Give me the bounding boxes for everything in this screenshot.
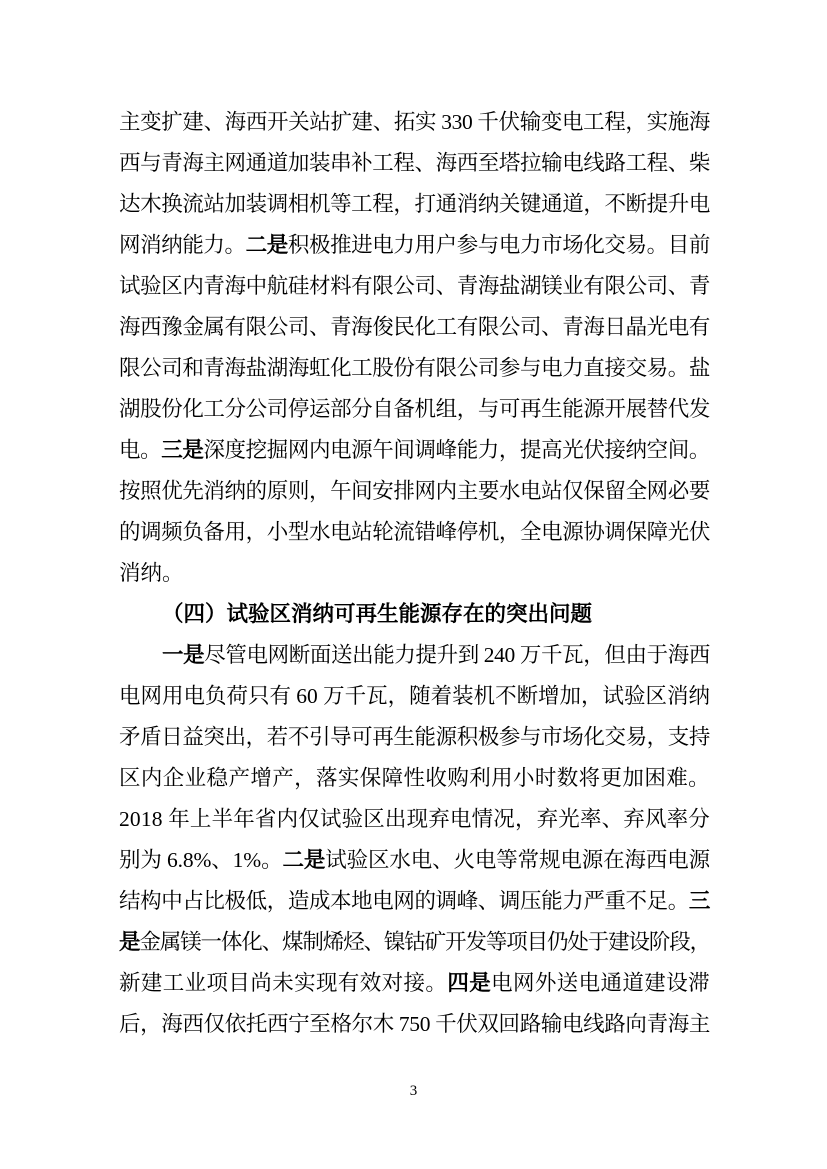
line-content	[119, 356, 710, 380]
text-line	[119, 389, 710, 430]
line-content	[162, 602, 592, 626]
line-content	[119, 684, 710, 708]
line-content	[162, 643, 710, 667]
line-content	[119, 930, 710, 954]
bold-text: 一是	[162, 643, 205, 667]
body-text: 深度挖掘网内电源午间调峰能力，提高光伏接纳空间。	[203, 438, 710, 462]
text-line	[119, 512, 710, 553]
body-text: 主变扩建、海西开关站扩建、拓实 330 千伏输变电工程，实施海	[119, 110, 710, 134]
line-content	[119, 192, 710, 216]
body-text: 金属镁一体化、煤制烯烃、镍钴矿开发等项目仍处于建设阶段，	[139, 930, 710, 954]
text-line	[119, 635, 710, 676]
text-line	[119, 1004, 710, 1045]
body-text: 湖股份化工分公司停运部分自备机组，与可再生能源开展替代发	[119, 397, 710, 421]
body-text: 试验区内青海中航硅材料有限公司、青海盐湖镁业有限公司、青	[119, 274, 710, 298]
line-content	[119, 1012, 710, 1036]
bold-text: （四）试验区消纳可再生能源存在的突出问题	[162, 602, 593, 626]
body-text: 电网用电负荷只有 60 万千瓦，随着装机不断增加，试验区消纳	[119, 684, 710, 708]
line-content	[119, 479, 710, 503]
line-content	[119, 315, 710, 339]
text-line	[119, 922, 710, 963]
body-text: 积极推进电力用户参与电力市场化交易。目前	[287, 233, 710, 257]
page-number: 3	[409, 1083, 418, 1099]
bold-text: 四是	[447, 971, 492, 995]
body-text: 的调频负备用，小型水电站轮流错峰停机，全电源协调保障光伏	[119, 520, 710, 544]
text-line	[119, 266, 710, 307]
text-line	[119, 758, 710, 799]
line-content	[119, 438, 710, 462]
text-line	[119, 676, 710, 717]
text-line	[119, 184, 710, 225]
text-line	[119, 430, 710, 471]
text-line	[119, 717, 710, 758]
bold-text: 二是	[282, 848, 326, 872]
text-line	[119, 799, 710, 840]
text-line	[119, 553, 710, 594]
body-text: 消纳。	[119, 561, 184, 585]
body-text: 2018 年上半年省内仅试验区出现弃电情况，弃光率、弃风率分	[119, 807, 710, 831]
line-content	[119, 520, 710, 544]
bold-text: 二是	[245, 233, 288, 257]
text-line	[119, 143, 710, 184]
body-text: 限公司和青海盐湖海虹化工股份有限公司参与电力直接交易。盐	[119, 356, 710, 380]
line-content	[119, 397, 710, 421]
body-text: 网消纳能力。	[119, 233, 246, 257]
bold-text: 三是	[161, 438, 204, 462]
body-text: 电网外送电通道建设滞	[491, 971, 710, 995]
body-text: 新建工业项目尚未实现有效对接。	[119, 971, 448, 995]
body-text: 矛盾日益突出，若不引导可再生能源积极参与市场化交易，支持	[119, 725, 710, 749]
bold-text: 是	[119, 930, 140, 954]
line-content	[119, 889, 710, 913]
text-line	[119, 348, 710, 389]
body-text: 达木换流站加装调相机等工程，打通消纳关键通道，不断提升电	[119, 192, 710, 216]
line-content	[119, 971, 710, 995]
line-content	[119, 848, 710, 872]
body-text: 电。	[119, 438, 162, 462]
body-text: 区内企业稳产增产，落实保障性收购利用小时数将更加困难。	[119, 766, 710, 790]
line-content	[119, 561, 184, 585]
text-line	[119, 102, 710, 143]
body-text: 尽管电网断面送出能力提升到 240 万千瓦，但由于海西	[204, 643, 710, 667]
body-text: 按照优先消纳的原则，午间安排网内主要水电站仅保留全网必要	[119, 479, 710, 503]
line-content	[119, 725, 710, 749]
text-line	[119, 225, 710, 266]
body-text: 别为 6.8%、1%。	[119, 848, 283, 872]
line-content	[119, 274, 710, 298]
text-line	[119, 471, 710, 512]
line-content	[119, 766, 710, 790]
bold-text: 三	[688, 889, 710, 913]
body-text: 西与青海主网通道加装串补工程、海西至塔拉输电线路工程、柴	[119, 151, 710, 175]
line-content	[119, 151, 710, 175]
text-line	[119, 881, 710, 922]
line-content	[119, 233, 710, 257]
line-content	[119, 807, 710, 831]
section-heading	[119, 594, 710, 635]
document-body	[119, 102, 710, 1045]
body-text: 结构中占比极低，造成本地电网的调峰、调压能力严重不足。	[119, 889, 689, 913]
text-line	[119, 840, 710, 881]
text-line	[119, 307, 710, 348]
body-text: 海西豫金属有限公司、青海俊民化工有限公司、青海日晶光电有	[119, 315, 710, 339]
text-line	[119, 963, 710, 1004]
body-text: 试验区水电、火电等常规电源在海西电源	[325, 848, 711, 872]
line-content	[119, 110, 710, 134]
body-text: 后，海西仅依托西宁至格尔木 750 千伏双回路输电线路向青海主	[119, 1012, 710, 1036]
